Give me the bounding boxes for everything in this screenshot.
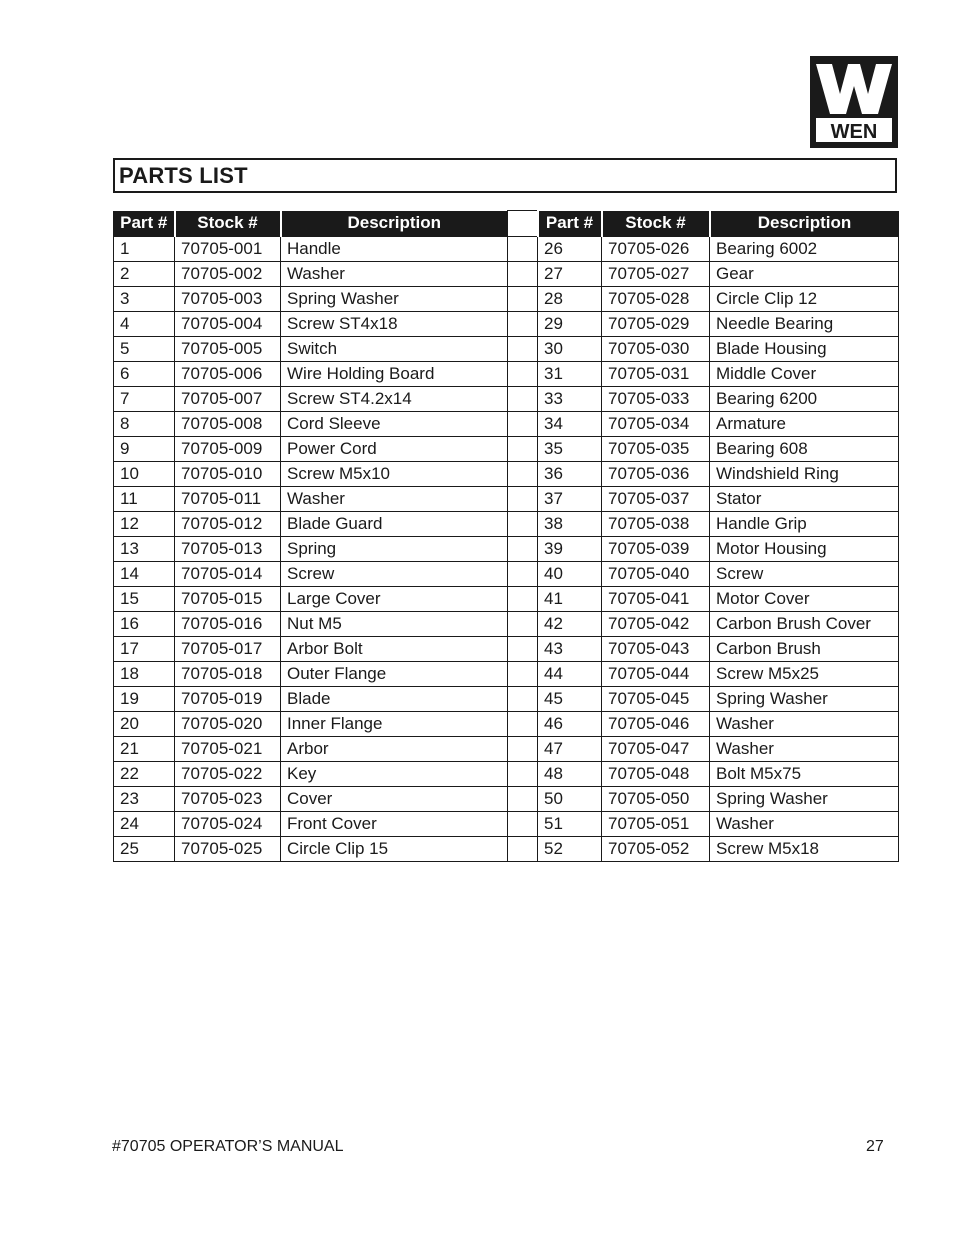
table-row: [114, 837, 899, 862]
parts-table: [113, 210, 899, 862]
right-description: Screw M5x18: [710, 837, 899, 862]
left-description: Nut M5: [281, 612, 508, 637]
left-part-number: 18: [114, 662, 175, 687]
left-part-number: 12: [114, 512, 175, 537]
right-stock-number: 70705-051: [602, 812, 710, 837]
right-stock-number: 70705-027: [602, 262, 710, 287]
right-part-number: 45: [538, 687, 602, 712]
left-stock-number: 70705-010: [175, 462, 281, 487]
wen-logo: [810, 56, 898, 148]
right-description: Windshield Ring: [710, 462, 899, 487]
header-part-right: Part #: [538, 211, 602, 237]
right-stock-number: 70705-039: [602, 537, 710, 562]
left-stock-number: 70705-023: [175, 787, 281, 812]
right-description: Bearing 6200: [710, 387, 899, 412]
left-part-number: 24: [114, 812, 175, 837]
column-gap: [508, 562, 538, 587]
left-part-number: 20: [114, 712, 175, 737]
left-stock-number: 70705-007: [175, 387, 281, 412]
left-part-number: 9: [114, 437, 175, 462]
left-stock-number: 70705-022: [175, 762, 281, 787]
left-stock-number: 70705-005: [175, 337, 281, 362]
table-row: [114, 812, 899, 837]
right-description: Blade Housing: [710, 337, 899, 362]
column-gap: [508, 387, 538, 412]
left-part-number: 17: [114, 637, 175, 662]
left-stock-number: 70705-020: [175, 712, 281, 737]
right-description: Bolt M5x75: [710, 762, 899, 787]
table-row: [114, 787, 899, 812]
right-stock-number: 70705-050: [602, 787, 710, 812]
left-stock-number: 70705-001: [175, 237, 281, 262]
table-row: [114, 287, 899, 312]
left-part-number: 22: [114, 762, 175, 787]
right-stock-number: 70705-040: [602, 562, 710, 587]
left-part-number: 13: [114, 537, 175, 562]
right-part-number: 35: [538, 437, 602, 462]
page-number: 27: [866, 1138, 884, 1155]
right-stock-number: 70705-031: [602, 362, 710, 387]
column-gap: [508, 362, 538, 387]
left-stock-number: 70705-006: [175, 362, 281, 387]
right-part-number: 37: [538, 487, 602, 512]
right-stock-number: 70705-030: [602, 337, 710, 362]
right-stock-number: 70705-034: [602, 412, 710, 437]
left-part-number: 16: [114, 612, 175, 637]
right-part-number: 40: [538, 562, 602, 587]
right-part-number: 52: [538, 837, 602, 862]
left-stock-number: 70705-014: [175, 562, 281, 587]
left-description: Spring Washer: [281, 287, 508, 312]
left-part-number: 10: [114, 462, 175, 487]
table-row: [114, 662, 899, 687]
left-stock-number: 70705-004: [175, 312, 281, 337]
table-row: [114, 487, 899, 512]
left-description: Arbor Bolt: [281, 637, 508, 662]
table-row: [114, 412, 899, 437]
column-gap: [508, 812, 538, 837]
right-description: Bearing 6002: [710, 237, 899, 262]
left-part-number: 7: [114, 387, 175, 412]
table-row: [114, 462, 899, 487]
table-row: [114, 712, 899, 737]
right-stock-number: 70705-048: [602, 762, 710, 787]
right-description: Carbon Brush: [710, 637, 899, 662]
right-part-number: 39: [538, 537, 602, 562]
left-description: Screw M5x10: [281, 462, 508, 487]
left-stock-number: 70705-024: [175, 812, 281, 837]
left-description: Handle: [281, 237, 508, 262]
table-row: [114, 362, 899, 387]
left-part-number: 8: [114, 412, 175, 437]
right-part-number: 30: [538, 337, 602, 362]
left-description: Washer: [281, 262, 508, 287]
left-stock-number: 70705-025: [175, 837, 281, 862]
left-description: Power Cord: [281, 437, 508, 462]
right-description: Needle Bearing: [710, 312, 899, 337]
left-description: Spring: [281, 537, 508, 562]
left-part-number: 1: [114, 237, 175, 262]
right-part-number: 47: [538, 737, 602, 762]
right-description: Screw M5x25: [710, 662, 899, 687]
table-row: [114, 537, 899, 562]
parts-list-heading: [113, 158, 897, 193]
right-stock-number: 70705-033: [602, 387, 710, 412]
left-part-number: 4: [114, 312, 175, 337]
left-description: Cord Sleeve: [281, 412, 508, 437]
left-part-number: 25: [114, 837, 175, 862]
table-row: [114, 437, 899, 462]
right-stock-number: 70705-036: [602, 462, 710, 487]
right-stock-number: 70705-044: [602, 662, 710, 687]
column-gap: [508, 512, 538, 537]
manual-footer: #70705 OPERATOR’S MANUAL: [112, 1138, 344, 1155]
right-description: Motor Cover: [710, 587, 899, 612]
left-description: Key: [281, 762, 508, 787]
left-description: Cover: [281, 787, 508, 812]
left-stock-number: 70705-011: [175, 487, 281, 512]
table-row: [114, 637, 899, 662]
table-row: [114, 687, 899, 712]
right-part-number: 31: [538, 362, 602, 387]
left-stock-number: 70705-003: [175, 287, 281, 312]
table-row: [114, 762, 899, 787]
right-stock-number: 70705-052: [602, 837, 710, 862]
left-description: Blade Guard: [281, 512, 508, 537]
right-description: Washer: [710, 712, 899, 737]
right-part-number: 41: [538, 587, 602, 612]
left-description: Arbor: [281, 737, 508, 762]
column-gap: [508, 537, 538, 562]
column-gap: [508, 837, 538, 862]
right-description: Spring Washer: [710, 787, 899, 812]
right-stock-number: 70705-043: [602, 637, 710, 662]
left-part-number: 6: [114, 362, 175, 387]
right-stock-number: 70705-042: [602, 612, 710, 637]
right-description: Stator: [710, 487, 899, 512]
section-title: PARTS LIST: [119, 163, 248, 188]
column-gap: [508, 337, 538, 362]
right-description: Screw: [710, 562, 899, 587]
left-part-number: 21: [114, 737, 175, 762]
parts-table-body: [114, 237, 899, 862]
right-part-number: 26: [538, 237, 602, 262]
left-description: Circle Clip 15: [281, 837, 508, 862]
left-description: Washer: [281, 487, 508, 512]
right-description: Washer: [710, 737, 899, 762]
table-row: [114, 737, 899, 762]
table-row: [114, 262, 899, 287]
right-part-number: 50: [538, 787, 602, 812]
right-description: Circle Clip 12: [710, 287, 899, 312]
left-stock-number: 70705-012: [175, 512, 281, 537]
header-stock-left: Stock #: [175, 211, 281, 237]
right-description: Armature: [710, 412, 899, 437]
left-stock-number: 70705-008: [175, 412, 281, 437]
left-description: Screw: [281, 562, 508, 587]
right-part-number: 36: [538, 462, 602, 487]
column-gap: [508, 262, 538, 287]
left-part-number: 2: [114, 262, 175, 287]
left-stock-number: 70705-017: [175, 637, 281, 662]
left-stock-number: 70705-015: [175, 587, 281, 612]
table-row: [114, 587, 899, 612]
left-part-number: 14: [114, 562, 175, 587]
left-description: Switch: [281, 337, 508, 362]
column-gap: [508, 237, 538, 262]
right-stock-number: 70705-038: [602, 512, 710, 537]
left-stock-number: 70705-016: [175, 612, 281, 637]
right-part-number: 48: [538, 762, 602, 787]
column-gap: [508, 487, 538, 512]
column-gap: [508, 762, 538, 787]
left-description: Front Cover: [281, 812, 508, 837]
table-row: [114, 562, 899, 587]
table-row: [114, 612, 899, 637]
column-gap: [508, 712, 538, 737]
column-gap: [508, 637, 538, 662]
left-part-number: 11: [114, 487, 175, 512]
column-gap: [508, 687, 538, 712]
logo-wordmark: WEN: [830, 121, 878, 143]
right-description: Spring Washer: [710, 687, 899, 712]
column-gap: [508, 587, 538, 612]
right-stock-number: 70705-028: [602, 287, 710, 312]
left-stock-number: 70705-013: [175, 537, 281, 562]
right-stock-number: 70705-045: [602, 687, 710, 712]
left-stock-number: 70705-021: [175, 737, 281, 762]
left-stock-number: 70705-009: [175, 437, 281, 462]
right-part-number: 34: [538, 412, 602, 437]
header-gap: [508, 211, 538, 237]
right-description: Carbon Brush Cover: [710, 612, 899, 637]
right-part-number: 38: [538, 512, 602, 537]
right-part-number: 44: [538, 662, 602, 687]
right-stock-number: 70705-046: [602, 712, 710, 737]
right-part-number: 28: [538, 287, 602, 312]
right-description: Washer: [710, 812, 899, 837]
right-stock-number: 70705-037: [602, 487, 710, 512]
right-description: Motor Housing: [710, 537, 899, 562]
left-description: Blade: [281, 687, 508, 712]
right-stock-number: 70705-047: [602, 737, 710, 762]
column-gap: [508, 737, 538, 762]
table-row: [114, 337, 899, 362]
wen-logo-icon: [810, 56, 898, 148]
right-stock-number: 70705-026: [602, 237, 710, 262]
left-stock-number: 70705-018: [175, 662, 281, 687]
column-gap: [508, 312, 538, 337]
right-stock-number: 70705-041: [602, 587, 710, 612]
left-part-number: 23: [114, 787, 175, 812]
left-description: Large Cover: [281, 587, 508, 612]
header-stock-right: Stock #: [602, 211, 710, 237]
column-gap: [508, 662, 538, 687]
left-part-number: 15: [114, 587, 175, 612]
header-description-left: Description: [281, 211, 508, 237]
column-gap: [508, 462, 538, 487]
header-part-left: Part #: [114, 211, 175, 237]
column-gap: [508, 287, 538, 312]
right-part-number: 27: [538, 262, 602, 287]
left-part-number: 3: [114, 287, 175, 312]
right-description: Bearing 608: [710, 437, 899, 462]
left-description: Wire Holding Board: [281, 362, 508, 387]
right-description: Handle Grip: [710, 512, 899, 537]
column-gap: [508, 787, 538, 812]
left-stock-number: 70705-019: [175, 687, 281, 712]
table-row: [114, 387, 899, 412]
right-part-number: 46: [538, 712, 602, 737]
right-stock-number: 70705-029: [602, 312, 710, 337]
right-part-number: 29: [538, 312, 602, 337]
table-header-row: [114, 211, 899, 237]
right-description: Middle Cover: [710, 362, 899, 387]
right-part-number: 42: [538, 612, 602, 637]
left-part-number: 19: [114, 687, 175, 712]
right-stock-number: 70705-035: [602, 437, 710, 462]
right-description: Gear: [710, 262, 899, 287]
table-row: [114, 512, 899, 537]
table-row: [114, 237, 899, 262]
left-stock-number: 70705-002: [175, 262, 281, 287]
left-description: Inner Flange: [281, 712, 508, 737]
right-part-number: 33: [538, 387, 602, 412]
left-description: Screw ST4x18: [281, 312, 508, 337]
column-gap: [508, 412, 538, 437]
column-gap: [508, 437, 538, 462]
column-gap: [508, 612, 538, 637]
right-part-number: 43: [538, 637, 602, 662]
left-description: Outer Flange: [281, 662, 508, 687]
header-description-right: Description: [710, 211, 899, 237]
left-description: Screw ST4.2x14: [281, 387, 508, 412]
table-row: [114, 312, 899, 337]
left-part-number: 5: [114, 337, 175, 362]
right-part-number: 51: [538, 812, 602, 837]
